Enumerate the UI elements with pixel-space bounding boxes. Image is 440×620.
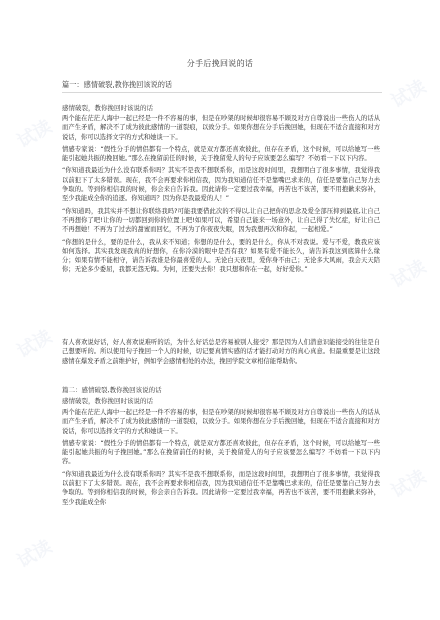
watermark: 试读	[387, 256, 430, 293]
subheading-2: 感情破裂，教你挽回时该说的话	[62, 397, 153, 405]
paragraph: 有人喜欢说好话，好人喜欢说难听的话，为什么好话总是容易被别人接受？那是因为人们潜意识能接受的往往是自己想要听的。所以使用句子挽回一个人的时候，切记要真情实感的话才能打动对方的真心真意。但最重要是让这段感情在爆发矛盾之前维护好，例如学会感情相处的办法，挽回学院文章相信能帮助你。	[62, 339, 380, 365]
watermark: 试读	[13, 326, 56, 363]
watermark: 试读	[13, 116, 56, 153]
paragraph: “你知道我最近为什么没有联系你吗？其实不是我不想联系你，而是这段时间里，我想明白了很多事情，我觉得我以前犯下了太多错误。现在，我不会再要求你相信我，因为我知道信任不是靠嘴巴求来的，信任是要靠自己努力去争取的。等到你相信我的时候，你会来自告诉我。因此请你一定要过我幸福，再苦也不该苦，要不用抱歉来弥补，至少我能成全你的追逐。你知道吗？因为你是我最爱的人！”	[62, 167, 380, 203]
section-heading-1: 篇一：感情破裂,教你挽回该说的话	[62, 80, 382, 93]
body-section-1	[62, 114, 380, 278]
paragraph: “你知道吗，我其实并不想让你联络我吗?可能我要借此次的不得以,让自己把你的思念及爱全部压抑到最底,让自己不再想你了吧!让你的一切都回到你的位置上吧!如果可以，希望自己能来一场意外，让自己得了失忆症，好让自己不再想她！不再为了过去的甜蜜而回忆，不再为了你夜夜失眠，因为我想再次和你起，一起相爱。”	[62, 207, 380, 234]
body-section-2	[62, 408, 380, 510]
section-heading-2: 篇二：感情破裂,教你挽回该说的话	[62, 386, 162, 394]
paragraph: 两个能在茫茫人海中一起已经是一件不容易的事，但是在吵架的时候却很容易不顾及对方自尊说出一些伤人的话从而产生矛盾，解决不了成为彼此感情的一道裂痕，以致分手。如果你想在分手后挽回她，但现在不适合直接和对方说话，你可以选择文字的方式和她谈一下。	[62, 115, 380, 141]
paragraph: 情感专家说：“假性分手的情侣都有一个特点，就是双方都还喜欢彼此，但存在矛盾，这个时候，可以给她写一些能引起她共振的句子挽回她。”那么在挽留前任的时候，关于挽留爱人的句子应该要怎么编写？不妨看一下以下内容。	[62, 439, 380, 466]
watermark: 试读	[387, 76, 430, 113]
watermark: 试读	[13, 536, 56, 573]
watermark: 试读	[387, 466, 430, 503]
document-title: 分手后挽回说的话	[186, 59, 254, 68]
paragraph: “你知道我最近为什么没有联系你吗？其实不是我不想联系你，而是这段时间里，我想明白了很多事情，我觉得我以前犯下了太多错误。现在，我不会再要求你相信我，因为我知道信任不是靠嘴巴求来的，信任是要靠自己努力去争取的。等到你相信我的时候，你会亲自告诉我。因此请你一定要过我幸福，再苦也不该苦，要不用抱歉来弥补，至少我能成全你	[62, 470, 380, 506]
subheading: 感情破裂，教你挽回时该说的话	[62, 104, 153, 112]
paragraph: “你想的是什么，要的是什么，我从来不知道；你想的是什么，要的是什么，你从不对我说。爱与不爱，教我应该如何选择。其实我发现我真的好想你，在你冷漠的眼中是否有我？如果有爱不能长久，请告诉我这到底算什么缘分；如果有情不能相守，请告诉我谁是你最喜爱的人。无论白天夜里，爱你身不由己；无论多大风雨，我会天天陪你；无论多少委屈，我都无怨无悔。为何，还要失去你！我只想和你在一起，好好爱你。”	[62, 238, 380, 274]
body-section-1b	[62, 338, 380, 369]
paragraph: 情感专家说：“假性分手的情侣都有一个特点，就是双方都还喜欢彼此，但存在矛盾，这个时候，可以给她写一些能引起她共振的挽回她。”那么在挽留前任的时候，关于挽留爱人的句子应该要怎么编写？不妨看一下以下内容。	[62, 145, 380, 163]
paragraph: 两个能在茫茫人海中一起已经是一件不容易的事，但是在吵架的时候却很容易不顾及对方自尊说出一些伤人的话从而产生矛盾，解决不了成为彼此感情的一道裂痕，以致分手。如果你想在分手后挽回她，但现在不适合直接和对方说话，你可以选择文字的方式和她谈一下。	[62, 409, 380, 435]
